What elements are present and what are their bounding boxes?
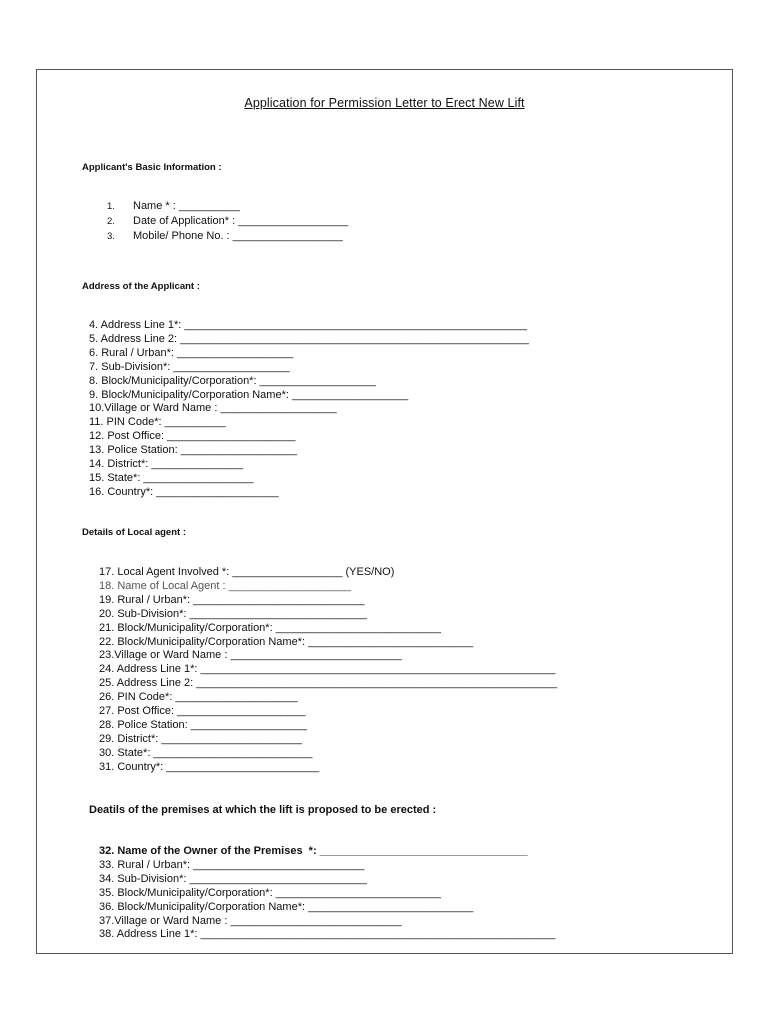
form-field-row: 26. PIN Code*: ____________________: [99, 691, 298, 704]
form-field-row: 27. Post Office: _____________________: [99, 705, 306, 717]
form-field-row: 29. District*: _______________________: [99, 732, 303, 745]
field-label: Mobile/ Phone No. : __________________: [133, 230, 343, 242]
form-field-row: 33. Rural / Urban*: ____________________________: [99, 858, 365, 871]
item-number: 3.: [107, 231, 115, 242]
form-field-row: 31. Country*: _________________________: [99, 760, 320, 773]
section-basic-heading: Applicant's Basic Information :: [82, 162, 222, 173]
form-field-row: 15. State*: __________________: [89, 471, 254, 484]
section-agent-heading: Details of Local agent :: [82, 527, 186, 538]
form-field-row: 7. Sub-Division*: ___________________: [89, 360, 290, 373]
form-field-row: 12. Post Office: _____________________: [89, 430, 296, 443]
form-field-row: 6. Rural / Urban*: ___________________: [89, 346, 294, 359]
form-field-row: 10.Village or Ward Name : ___________________: [89, 402, 337, 415]
form-page: [36, 69, 733, 954]
field-label: Date of Application* : __________________: [133, 215, 349, 227]
form-field-row: 24. Address Line 1*: __________________________________________________________: [99, 663, 556, 676]
form-field-row: 9. Block/Municipality/Corporation Name*: ___________________: [89, 388, 409, 401]
form-field-row: 14. District*: _______________: [89, 458, 244, 470]
form-field-row: [107, 229, 343, 244]
section-address-heading: Address of the Applicant :: [82, 281, 200, 292]
form-field-row: 30. State*: __________________________: [99, 746, 313, 759]
form-field-row: 28. Police Station: ___________________: [99, 718, 307, 731]
form-field-row: 11. PIN Code*: __________: [89, 416, 226, 429]
form-field-row: 20. Sub-Division*: _____________________________: [99, 607, 367, 620]
section-premises-heading: Deatils of the premises at which the lift is proposed to be erected :: [89, 804, 437, 816]
form-field-row: 37.Village or Ward Name : ____________________________: [99, 914, 402, 927]
form-field-row: [107, 199, 240, 214]
field-label: Name * : __________: [133, 200, 241, 212]
form-field-row: 18. Name of Local Agent : ____________________: [99, 579, 351, 592]
form-field-row: 16. Country*: ____________________: [89, 485, 279, 498]
form-field-row: 23.Village or Ward Name : ____________________________: [99, 649, 402, 662]
item-number: 2.: [107, 216, 115, 227]
form-field-row: 25. Address Line 2: ___________________________________________________________: [99, 677, 558, 690]
form-field-row: 38. Address Line 1*: __________________________________________________________: [99, 928, 556, 941]
form-field-row: 8. Block/Municipality/Corporation*: ___________________: [89, 374, 376, 387]
item-number: 1.: [107, 201, 115, 212]
form-field-row: 19. Rural / Urban*: ____________________________: [99, 593, 365, 606]
form-field-row: 13. Police Station: ___________________: [89, 444, 297, 457]
form-title: Application for Permission Letter to Erect New Lift: [244, 96, 525, 110]
form-field-row: 32. Name of the Owner of the Premises *: __________________________________: [99, 845, 528, 857]
form-field-row: 5. Address Line 2: _________________________________________________________: [89, 332, 529, 345]
form-field-row: 21. Block/Municipality/Corporation*: ___________________________: [99, 621, 441, 634]
form-field-row: 22. Block/Municipality/Corporation Name*: ___________________________: [99, 635, 474, 648]
form-field-row: 35. Block/Municipality/Corporation*: ___________________________: [99, 886, 441, 899]
form-field-row: [107, 214, 348, 229]
form-field-row: 4. Address Line 1*: ________________________________________________________: [89, 319, 527, 331]
form-field-row: 36. Block/Municipality/Corporation Name*: ___________________________: [99, 900, 474, 913]
form-field-row: 34. Sub-Division*: _____________________________: [99, 872, 367, 885]
form-field-row: 17. Local Agent Involved *: __________________ (YES/NO): [99, 566, 395, 578]
